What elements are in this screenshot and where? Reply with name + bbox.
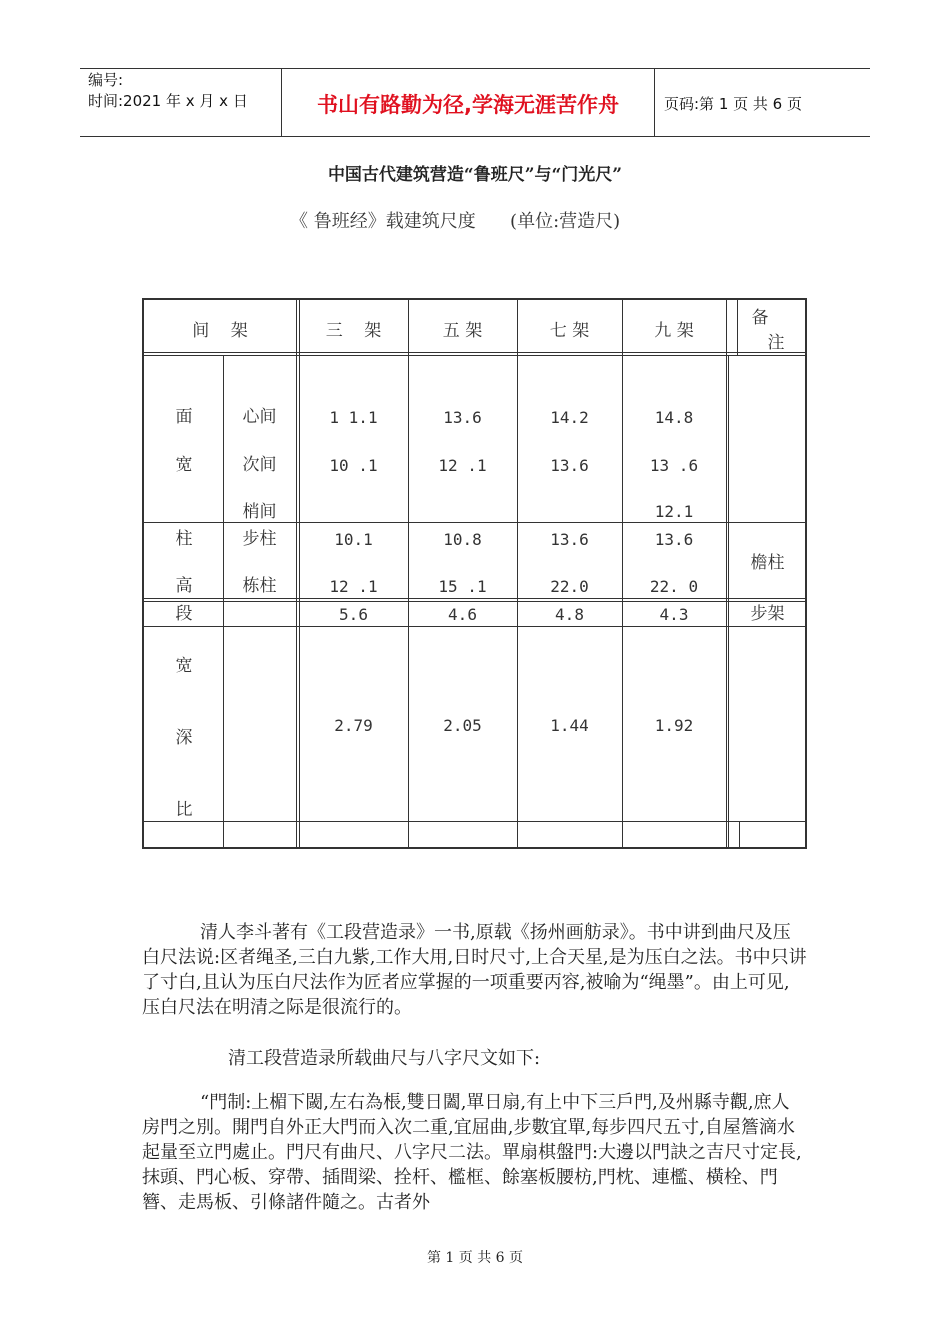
paragraph-2: 清工段营造录所载曲尺与八字尺文如下: bbox=[228, 1048, 541, 1069]
table-vline bbox=[296, 300, 297, 847]
header-jiujia: 九 架 bbox=[654, 321, 694, 341]
value-cell: 1 1.1 bbox=[329, 408, 378, 427]
paragraph-3: “門制:上楣下閾,左右為棖,雙日闔,單日扇,有上中下三戶門,及州縣寺觀,庶人房門之別。開門自外正大門而入次二重,宜屈曲,步數宜單,每步四尺五寸,自屋簷滴水起量至立門處止。門尺有曲尺、八字尺二法。單扇棋盤門:大邊以門訣之吉尺寸定長,抹頭、門心板、穿帶、插間梁、拴杆、檻框、餘塞板腰枋,門枕、連檻、橫栓、門簪、走馬板、引條諸件隨之。古者外 bbox=[142, 1092, 802, 1213]
sub-label-buzhu: 步柱 bbox=[242, 529, 277, 549]
table-hline bbox=[144, 626, 805, 627]
header-wujia: 五 架 bbox=[442, 321, 483, 341]
value-cell: 15 .1 bbox=[438, 577, 487, 596]
sub-label-dongzhu: 栋柱 bbox=[242, 576, 277, 596]
value-cell: 4.8 bbox=[555, 605, 584, 624]
table-hline bbox=[144, 601, 805, 602]
time-label: 时间:2021 年 x 月 x 日 bbox=[88, 92, 248, 110]
table-subtitle: 《 鲁班经》载建筑尺度 (单位:营造尺) bbox=[290, 211, 621, 232]
header-motto: 书山有路勤为径,学海无涯苦作舟 bbox=[317, 93, 619, 117]
value-cell: 13.6 bbox=[443, 408, 482, 427]
value-cell: 5.6 bbox=[339, 605, 368, 624]
ratio-label: 深 bbox=[175, 728, 193, 748]
table-vline bbox=[726, 300, 727, 847]
header-sanjia: 三 架 bbox=[325, 321, 382, 341]
value-cell: 12 .1 bbox=[438, 456, 487, 475]
value-cell: 10.1 bbox=[334, 530, 373, 549]
page-title: 中国古代建筑营造“鲁班尺”与“门光尺” bbox=[327, 165, 623, 185]
sub-label-cijian: 次间 bbox=[242, 455, 277, 475]
value-cell: 12.1 bbox=[654, 502, 694, 521]
face-width-label: 宽 bbox=[175, 455, 193, 475]
header-meta bbox=[88, 70, 248, 112]
value-cell: 22. 0 bbox=[649, 577, 699, 596]
header-jianjia: 间 架 bbox=[192, 321, 248, 341]
page-footer: 第 1 页 共 6 页 bbox=[426, 1250, 524, 1266]
value-cell: 1.92 bbox=[654, 716, 694, 735]
table-hline bbox=[144, 821, 805, 822]
number-label: 编号: bbox=[88, 71, 124, 89]
table-hline bbox=[144, 598, 805, 599]
dimension-table bbox=[142, 298, 807, 849]
table-vline bbox=[737, 300, 738, 355]
value-cell: 4.6 bbox=[448, 605, 477, 624]
header-divider-2 bbox=[654, 68, 655, 136]
note-yanzhu: 檐柱 bbox=[750, 553, 785, 573]
value-cell: 10.8 bbox=[443, 530, 482, 549]
ratio-label: 比 bbox=[175, 800, 193, 820]
paragraph-1: 清人李斗著有《工段营造录》一书,原载《扬州画舫录》。书中讲到曲尺及压白尺法说:区者绳圣,三白九紫,工作大用,日时尺寸,上合天星,是为压白之法。书中只讲了寸白,且认为压白尺法作为匠者应掌握的一项重要丙容,被喻为“绳墨”。由上可见,压白尺法在明清之际是很流行的。 bbox=[142, 922, 807, 1018]
header-bottom-line bbox=[80, 136, 870, 137]
header-note-a: 备 bbox=[751, 308, 769, 328]
sub-label-xinjian: 心间 bbox=[242, 407, 277, 427]
ratio-label: 宽 bbox=[175, 656, 193, 676]
column-height-label: 柱 bbox=[175, 529, 193, 549]
table-vline bbox=[517, 300, 518, 847]
table-vline bbox=[408, 300, 409, 847]
table-vline bbox=[739, 821, 740, 847]
value-cell: 22.0 bbox=[550, 577, 589, 596]
column-height-label: 高 bbox=[175, 576, 193, 596]
note-bujia: 步架 bbox=[750, 604, 785, 624]
value-cell: 13.6 bbox=[550, 530, 589, 549]
value-cell: 2.05 bbox=[443, 716, 482, 735]
face-width-label: 面 bbox=[175, 407, 193, 427]
value-cell: 13 .6 bbox=[649, 456, 699, 475]
table-vline bbox=[622, 300, 623, 847]
table-vline bbox=[299, 300, 300, 847]
table-vline bbox=[223, 355, 224, 847]
header-note-b: 注 bbox=[767, 333, 785, 353]
segment-label: 段 bbox=[175, 604, 193, 624]
table-hline bbox=[144, 352, 805, 353]
value-cell: 1.44 bbox=[550, 716, 589, 735]
table-vline bbox=[728, 355, 729, 847]
value-cell: 13.6 bbox=[654, 530, 694, 549]
value-cell: 2.79 bbox=[334, 716, 373, 735]
value-cell: 13.6 bbox=[550, 456, 589, 475]
table-hline bbox=[144, 355, 805, 356]
value-cell: 12 .1 bbox=[329, 577, 378, 596]
header-page-info: 页码:第 1 页 共 6 页 bbox=[664, 95, 802, 113]
table-hline bbox=[144, 522, 805, 523]
sub-label-shaojian: 梢间 bbox=[242, 502, 277, 522]
header-qijia: 七 架 bbox=[549, 321, 590, 341]
value-cell: 14.8 bbox=[654, 408, 694, 427]
value-cell: 10 .1 bbox=[329, 456, 378, 475]
value-cell: 4.3 bbox=[659, 605, 689, 624]
header-top-line bbox=[80, 68, 870, 69]
value-cell: 14.2 bbox=[550, 408, 589, 427]
